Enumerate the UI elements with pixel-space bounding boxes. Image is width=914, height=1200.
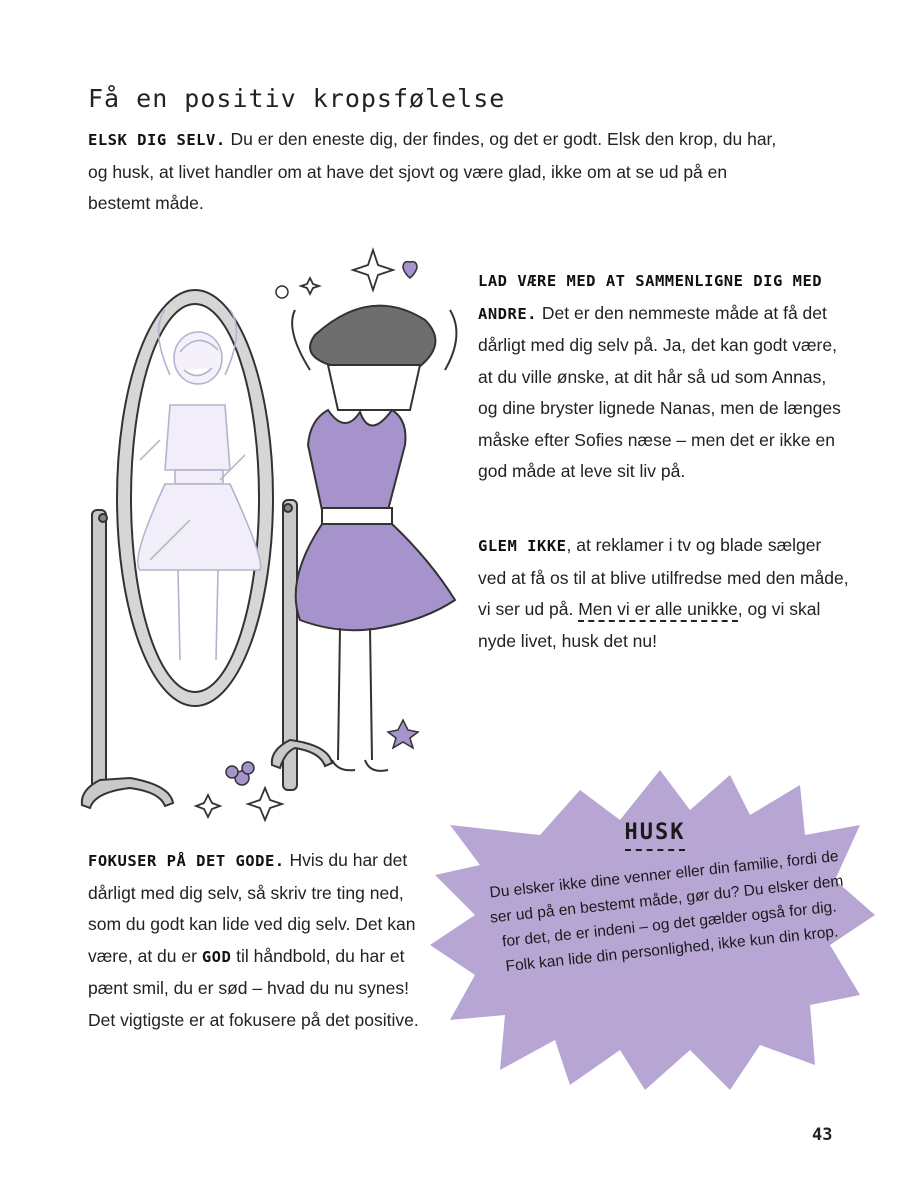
paragraph-body: Det er den nemmeste måde at få det dårligt med dig selv på. Ja, det kan godt være, at du ville ønske, at dit hår så ud som Annas, og dine bryster lignede Nanas, men de længes måske efter Sofies næse – men det er ikke en god måde at leve sit liv på. — [478, 302, 841, 481]
paragraph-lead: GLEM IKKE — [478, 537, 567, 555]
paragraph-lead: ELSK DIG SELV. — [88, 131, 226, 149]
girl-figure — [292, 306, 456, 771]
paragraph-lead: FOKUSER PÅ DET GODE. — [88, 852, 285, 870]
callout-text: Du elsker ikke dine venner eller din familie, fordi de ser ud på en bestemt måde, gør du? Du elsker dem for det, de er indeni – og det gælder også for dig. Folk kan lide din personlighed, ikke kun din krop. — [488, 847, 845, 976]
mirror-illustration — [70, 240, 470, 840]
paragraph-emphasis: Men vi er alle unikke — [578, 599, 738, 622]
paragraph-dont-forget — [478, 530, 850, 657]
paragraph-lead: LAD VÆRE MED AT SAMMENLIGNE DIG MED ANDRE. — [478, 272, 823, 323]
paragraph-body: Hvis du har det dårligt med dig selv, så skriv tre ting ned, som du godt kan lide ved dig selv. Det kan være, at du er — [88, 850, 416, 966]
paragraph-body-end: til håndbold, du har et pænt smil, du er sød – hvad du nu synes! Det vigtigste er at fokusere på det positive. — [88, 945, 419, 1030]
callout-title-wrap — [600, 820, 710, 851]
paragraph-body-end: , og vi skal nyde livet, husk det nu! — [478, 599, 821, 651]
paragraph-focus-good — [88, 845, 423, 1036]
page-number: 43 — [812, 1125, 833, 1145]
paragraph-body: Du er den eneste dig, der findes, og det er godt. Elsk den krop, du har, og husk, at livet handler om at have det sjovt og være glad, ikke om at se ud på en bestemt måde. — [88, 129, 777, 213]
paragraph-emphasis: GOD — [201, 947, 232, 966]
page-title: Få en positiv kropsfølelse — [88, 84, 506, 113]
heart-icon — [403, 262, 417, 278]
paragraph-love-yourself — [88, 124, 788, 220]
paragraph-dont-compare — [478, 265, 850, 488]
paragraph-body: , at reklamer i tv og blade sælger ved at få os til at blive utilfredse med den måde, vi ser ud på. — [478, 535, 849, 619]
callout-title: HUSK — [625, 820, 686, 851]
